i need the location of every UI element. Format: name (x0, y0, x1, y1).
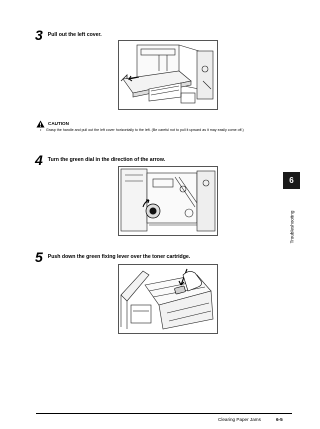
caution-body: Grasp the handle and pull out the left cover horizontally to the left. (Be careful not to pull it upward as it may easily come off.) (46, 128, 244, 132)
figure-turn-green-dial (118, 166, 218, 236)
warning-triangle-icon (36, 120, 45, 128)
step-instruction: Pull out the left cover. (47, 32, 102, 38)
step-4 (35, 153, 165, 167)
chapter-tab: 6 (283, 172, 300, 189)
step-instruction: Push down the green fixing lever over the toner cartridge. (47, 254, 191, 260)
step-number: 5 (35, 249, 43, 265)
bullet-marker: • (40, 128, 42, 132)
figure-push-fixing-lever (118, 264, 218, 334)
printer-illustration (119, 167, 217, 235)
caution-text (40, 128, 276, 133)
chapter-label-text: Troubleshooting (289, 210, 295, 244)
step-5 (35, 250, 190, 264)
step-number: 4 (35, 152, 43, 168)
page-number: 6-5 (276, 417, 283, 422)
step-instruction: Turn the green dial in the direction of the arrow. (47, 157, 166, 163)
figure-pull-left-cover (118, 40, 218, 110)
footer-section-title: Clearing Paper Jams (218, 417, 261, 422)
footer-divider (36, 413, 292, 414)
caution-title: CAUTION (48, 121, 69, 126)
chapter-label (286, 194, 298, 260)
printer-illustration (119, 41, 217, 109)
printer-illustration (119, 265, 217, 333)
step-number: 3 (35, 27, 43, 43)
step-3 (35, 28, 102, 42)
